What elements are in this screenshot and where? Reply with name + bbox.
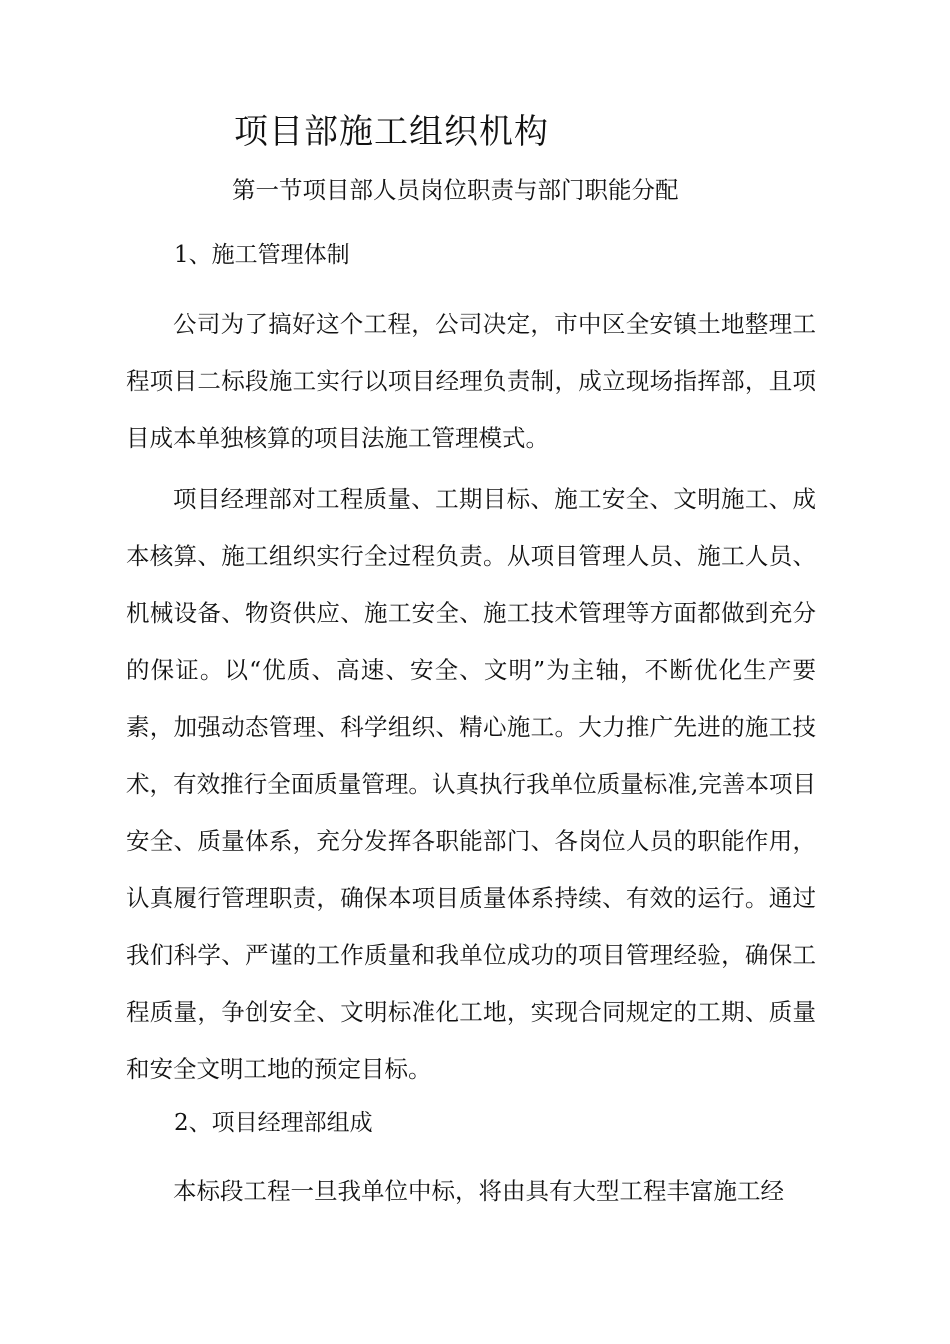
section-subtitle: 第一节项目部人员岗位职责与部门职能分配 <box>232 176 679 204</box>
section-heading-2: 2、项目经理部组成 <box>174 1110 373 1136</box>
section-heading-1: 1、施工管理体制 <box>174 242 350 268</box>
paragraph-1: 公司为了搞好这个工程，公司决定，市中区全安镇土地整理工程项目二标段施工实行以项目经理负责制，成立现场指挥部，且项目成本单独核算的项目法施工管理模式。 <box>126 310 816 452</box>
document-title: 项目部施工组织机构 <box>234 112 549 152</box>
paragraph-3: 本标段工程一旦我单位中标，将由具有大型工程丰富施工经 <box>173 1177 784 1205</box>
paragraph-2: 项目经理部对工程质量、工期目标、施工安全、文明施工、成本核算、施工组织实行全过程负责。从项目管理人员、施工人员、机械设备、物资供应、施工安全、施工技术管理等方面都做到充分的保证。以“优质、高速、安全、文明”为主轴，不断优化生产要素，加强动态管理、科学组织、精心施工。大力推广先进的施工技术，有效推行全面质量管理。认真执行我单位质量标准,完善本项目安全、质量体系，充分发挥各职能部门、各岗位人员的职能作用，认真履行管理职责，确保本项目质量体系持续、有效的运行。通过我们科学、严谨的工作质量和我单位成功的项目管理经验，确保工程质量，争创安全、文明标准化工地，实现合同规定的工期、质量和安全文明工地的预定目标。 <box>126 485 816 1083</box>
